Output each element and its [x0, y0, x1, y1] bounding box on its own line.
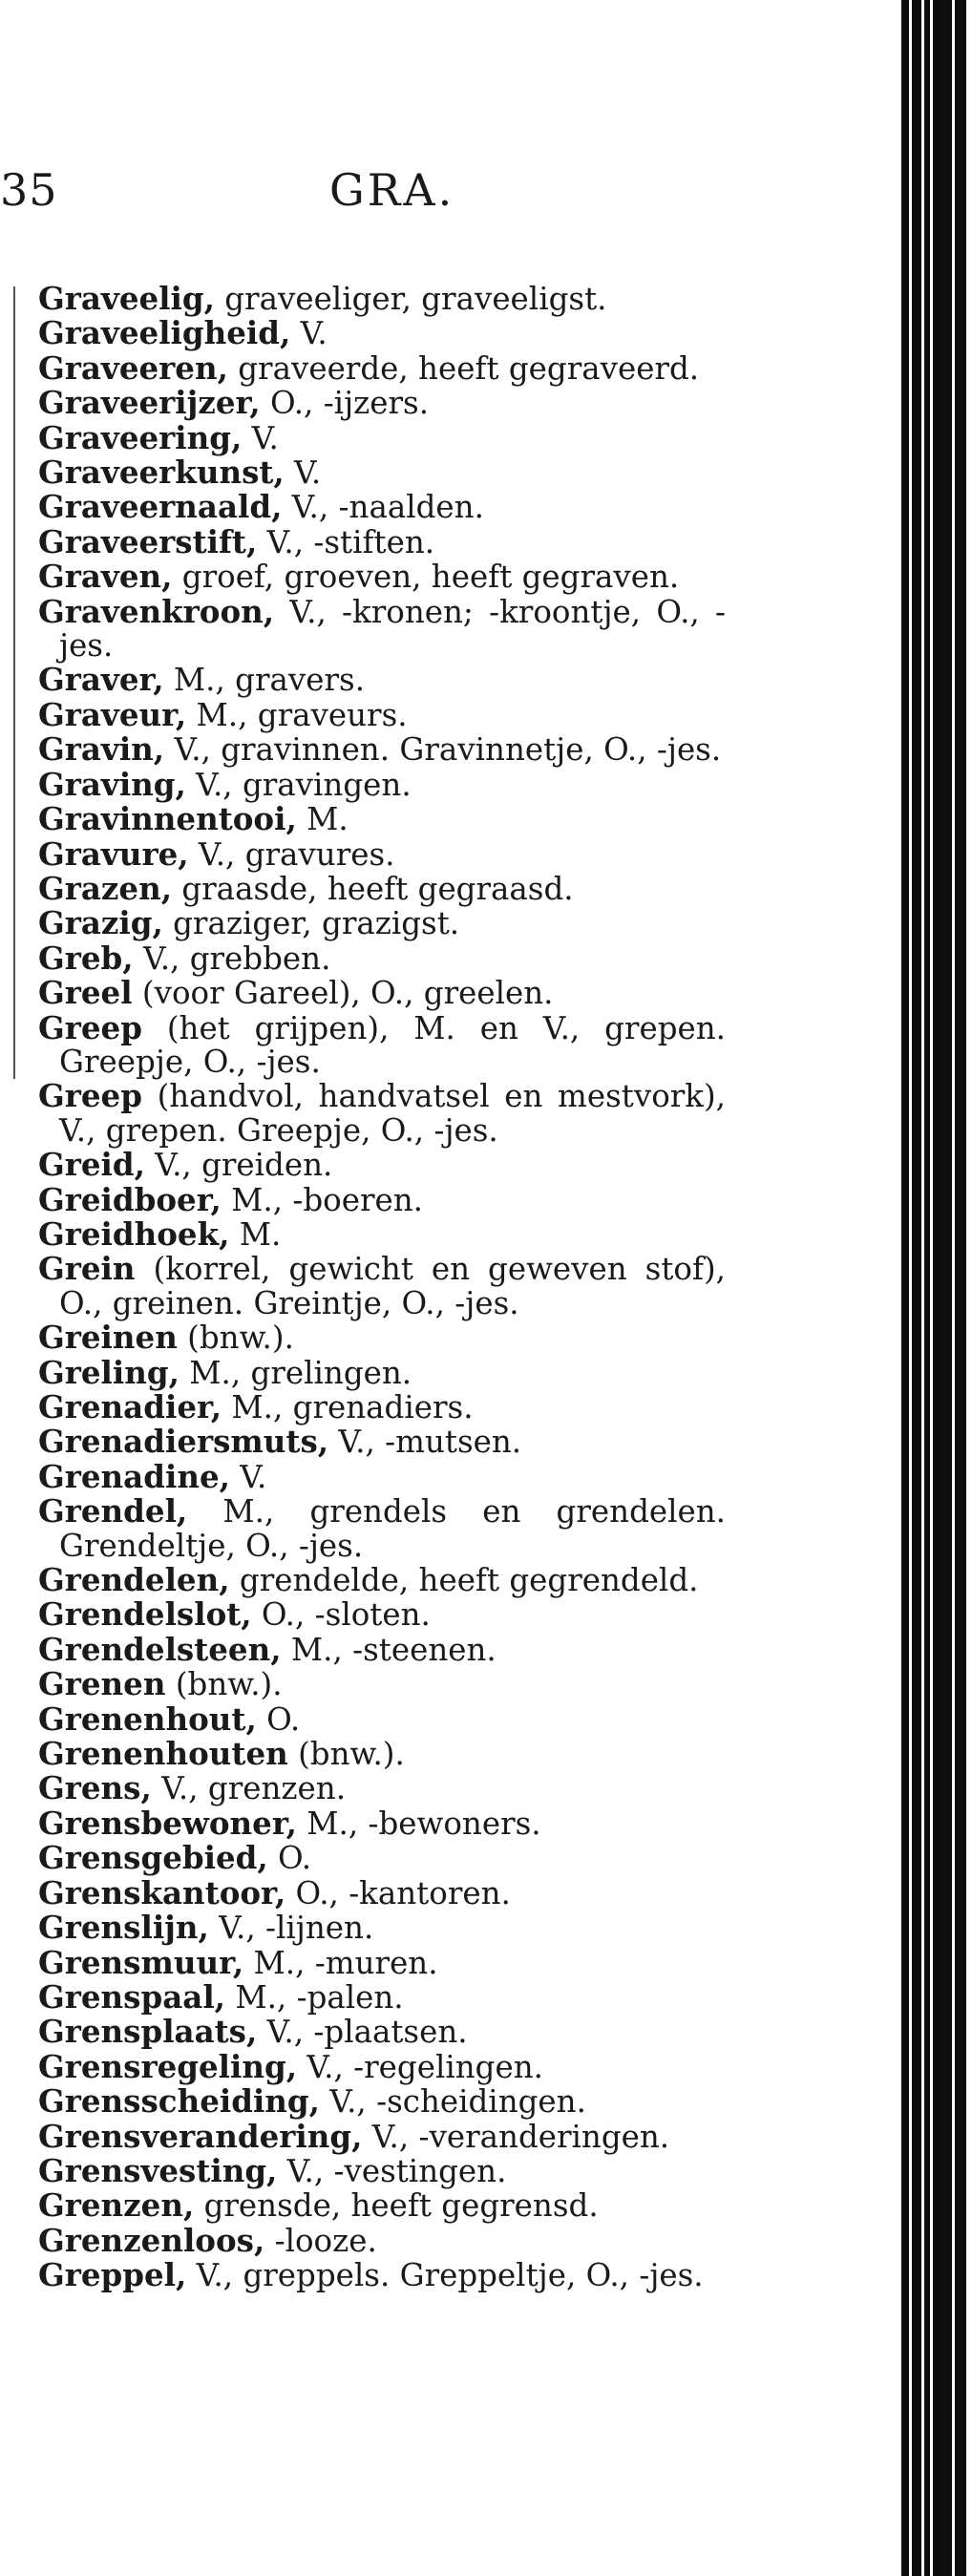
entry-headword: Grenenhouten	[38, 1735, 288, 1773]
entry-definition: O.	[256, 1700, 301, 1738]
entry-definition: V., gravures.	[188, 835, 395, 873]
entry-headword: Grenzen,	[38, 2186, 195, 2225]
dictionary-entries	[38, 282, 726, 2293]
dictionary-entry	[38, 522, 726, 560]
dictionary-entry	[38, 663, 726, 697]
dictionary-entry	[38, 1353, 726, 1391]
dictionary-entry	[38, 386, 726, 420]
dictionary-entry	[38, 2047, 726, 2085]
entry-headword: Grenenhout,	[38, 1700, 257, 1738]
entry-headword: Graving,	[38, 765, 186, 803]
dictionary-entry	[38, 1841, 726, 1875]
entry-definition: O.	[267, 1840, 312, 1877]
entry-headword: Greid,	[38, 1146, 145, 1184]
dictionary-entry	[38, 316, 726, 350]
margin-rule	[13, 286, 15, 1079]
dictionary-entry	[38, 1079, 726, 1148]
binding-bar	[901, 0, 909, 2576]
dictionary-entry	[38, 1214, 726, 1253]
entry-definition: V., greppels. Greppeltje, O., -jes.	[186, 2257, 704, 2294]
entry-definition: V., -kronen; -kroontje, O., -jes.	[59, 593, 726, 665]
entry-headword: Gravin,	[38, 730, 165, 769]
entry-definition: (handvol, handvatsel en mestvork), V., grepen. Greepje, O., -jes.	[59, 1078, 726, 1149]
entry-definition: (voor Gareel), O., greelen.	[132, 975, 554, 1012]
entry-definition: V., -stiften.	[257, 523, 435, 560]
entry-definition: M., -muren.	[243, 1944, 438, 1981]
dictionary-entry	[38, 2188, 726, 2223]
dictionary-entry	[38, 2015, 726, 2049]
entry-headword: Grein	[38, 1250, 136, 1288]
dictionary-entry	[38, 1425, 726, 1459]
entry-headword: Grendelsteen,	[38, 1630, 282, 1668]
dictionary-entry	[38, 1320, 726, 1355]
entry-headword: Grenzenloos,	[38, 2221, 265, 2259]
dictionary-entry	[38, 976, 726, 1010]
dictionary-entry	[38, 1008, 726, 1080]
entry-headword: Graven,	[38, 558, 173, 596]
entry-headword: Grendelen,	[38, 1561, 230, 1599]
entry-definition: V., gravinnen. Gravinnetje, O., -jes.	[164, 731, 722, 769]
entry-headword: Greinen	[38, 1319, 178, 1357]
entry-headword: Grenadier,	[38, 1388, 222, 1425]
entry-definition: M.	[296, 801, 349, 838]
entry-definition: (bnw.).	[287, 1736, 405, 1773]
dictionary-entry	[38, 1457, 726, 1495]
dictionary-entry	[38, 560, 726, 594]
dictionary-entry	[38, 1252, 726, 1320]
dictionary-entry	[38, 2221, 726, 2259]
entry-headword: Greep	[38, 1008, 142, 1046]
entry-headword: Grenadiersmuts,	[38, 1423, 329, 1461]
dictionary-entry	[38, 1667, 726, 1701]
entry-headword: Graveeligheid,	[38, 314, 291, 352]
dictionary-entry	[38, 1873, 726, 1911]
entry-definition: graveerde, heeft gegraveerd.	[227, 349, 700, 387]
entry-headword: Greidboer,	[38, 1180, 222, 1218]
entry-definition: V.	[229, 1458, 267, 1495]
entry-definition: M., -palen.	[224, 1978, 404, 2016]
entry-definition: V., -mutsen.	[328, 1424, 522, 1461]
entry-definition: M., gravers.	[163, 662, 366, 699]
page-number: 35	[0, 164, 58, 216]
entry-definition: V., -lijnen.	[208, 1910, 374, 1947]
dictionary-entry	[38, 2084, 726, 2119]
entry-headword: Grensgebied,	[38, 1839, 268, 1877]
entry-headword: Grensverandering,	[38, 2117, 363, 2155]
dictionary-entry	[38, 1806, 726, 1841]
entry-definition: M.	[229, 1215, 282, 1253]
entry-headword: Grens,	[38, 1769, 152, 1807]
entry-headword: Grenslijn,	[38, 1909, 209, 1947]
dictionary-entry	[38, 1977, 726, 2016]
dictionary-entry	[38, 592, 726, 665]
entry-definition: V., -scheidingen.	[319, 2083, 586, 2121]
entry-headword: Greidhoek,	[38, 1214, 230, 1253]
running-head: GRA.	[329, 164, 455, 216]
dictionary-entry	[38, 1911, 726, 1945]
dictionary-entry	[38, 282, 726, 316]
entry-definition: O., -ijzers.	[260, 385, 430, 422]
entry-headword: Graver,	[38, 661, 164, 699]
entry-headword: Grenspaal,	[38, 1977, 225, 2016]
dictionary-entry	[38, 906, 726, 940]
entry-headword: Graveerijzer,	[38, 384, 261, 422]
dictionary-entry	[38, 490, 726, 524]
entry-headword: Graveerkunst,	[38, 454, 285, 492]
entry-headword: Gravinnentooi,	[38, 800, 297, 838]
dictionary-entry	[38, 1943, 726, 1981]
entry-definition: M., grenadiers.	[222, 1389, 474, 1425]
entry-headword: Graveeren,	[38, 348, 228, 387]
entry-headword: Greep	[38, 1077, 142, 1115]
entry-definition: O., -kantoren.	[285, 1874, 511, 1911]
entry-headword: Grensmuur,	[38, 1943, 244, 1981]
entry-definition: M., graveurs.	[186, 696, 408, 733]
entry-definition: V., -naalden.	[282, 489, 484, 526]
dictionary-entry	[38, 869, 726, 907]
dictionary-entry	[38, 418, 726, 456]
entry-headword: Grazen,	[38, 869, 173, 907]
entry-headword: Gravure,	[38, 834, 189, 873]
entry-headword: Greling,	[38, 1353, 180, 1391]
dictionary-entry	[38, 1630, 726, 1668]
entry-headword: Grazig,	[38, 904, 163, 942]
binding-edge	[888, 0, 972, 2576]
entry-headword: Grendelslot,	[38, 1595, 252, 1634]
entry-definition: V., grenzen.	[151, 1770, 347, 1807]
entry-definition: graveeliger, graveeligst.	[214, 281, 607, 317]
entry-headword: Graveelig,	[38, 280, 215, 317]
dictionary-entry	[38, 1737, 726, 1771]
entry-definition: M., grendels en grendelen. Grendeltje, O., -jes.	[59, 1493, 726, 1564]
binding-bar	[924, 0, 930, 2576]
dictionary-entry	[38, 834, 726, 873]
entry-definition: grendelde, heeft gegrendeld.	[229, 1562, 699, 1599]
dictionary-entry	[38, 2151, 726, 2189]
entry-definition: M., grelingen.	[179, 1354, 412, 1391]
entry-headword: Greb,	[38, 939, 134, 977]
entry-definition: grensde, heeft gegrensd.	[194, 2187, 599, 2225]
dictionary-entry	[38, 1597, 726, 1632]
dictionary-entry	[38, 1390, 726, 1425]
entry-headword: Gravenkroon,	[38, 592, 275, 630]
dictionary-entry	[38, 1180, 726, 1218]
dictionary-entry	[38, 348, 726, 387]
entry-definition: V., greiden.	[144, 1147, 333, 1184]
entry-definition: O., -sloten.	[251, 1596, 431, 1634]
entry-headword: Graveur,	[38, 695, 187, 733]
entry-headword: Grensscheiding,	[38, 2082, 320, 2121]
entry-definition: M., -bewoners.	[296, 1805, 541, 1842]
dictionary-entry	[38, 1148, 726, 1182]
entry-headword: Grenadine,	[38, 1457, 230, 1495]
entry-definition: M., -boeren.	[221, 1181, 423, 1218]
entry-headword: Grendel,	[38, 1492, 188, 1531]
entry-definition: V., -plaatsen.	[257, 2014, 468, 2051]
dictionary-entry	[38, 1494, 726, 1563]
entry-definition: V.	[242, 419, 279, 456]
dictionary-entry	[38, 695, 726, 733]
entry-headword: Grenskantoor,	[38, 1873, 286, 1911]
dictionary-entry	[38, 941, 726, 976]
entry-definition: V.	[290, 315, 328, 352]
entry-definition: (bnw.).	[177, 1320, 294, 1357]
entry-definition: V., gravingen.	[185, 766, 412, 803]
binding-bar	[955, 0, 966, 2576]
entry-headword: Grensregeling,	[38, 2047, 298, 2085]
dictionary-entry	[38, 2258, 726, 2292]
entry-definition: graasde, heeft gegraasd.	[172, 870, 574, 907]
entry-headword: Grensvesting,	[38, 2151, 278, 2189]
entry-definition: (het grijpen), M. en V., grepen. Greepje, O., -jes.	[59, 1009, 726, 1080]
dictionary-entry	[38, 1702, 726, 1737]
dictionary-entry	[38, 802, 726, 836]
entry-definition: (korrel, gewicht en geweven stof), O., greinen. Greintje, O., -jes.	[59, 1251, 726, 1321]
entry-definition: -looze.	[264, 2222, 377, 2259]
entry-headword: Grensbewoner,	[38, 1804, 297, 1842]
entry-definition: (bnw.).	[165, 1666, 283, 1703]
dictionary-entry	[38, 732, 726, 767]
dictionary-entry	[38, 455, 726, 490]
entry-definition: graziger, grazigst.	[162, 905, 460, 942]
entry-headword: Grenen	[38, 1665, 166, 1703]
dictionary-entry	[38, 1771, 726, 1805]
entry-definition: M., -steenen.	[281, 1631, 497, 1668]
dictionary-entry	[38, 1563, 726, 1597]
entry-headword: Greppel,	[38, 2256, 187, 2294]
entry-definition: V.	[284, 454, 322, 492]
binding-bar	[933, 0, 952, 2576]
entry-definition: V., grebben.	[133, 940, 331, 977]
entry-definition: groef, groeven, heeft gegraven.	[172, 559, 680, 596]
entry-headword: Graveering,	[38, 418, 243, 456]
entry-headword: Graveernaald,	[38, 488, 283, 526]
dictionary-entry	[38, 2117, 726, 2155]
entry-definition: V., -veranderingen.	[362, 2118, 670, 2155]
entry-headword: Greel	[38, 974, 133, 1012]
entry-headword: Graveerstift,	[38, 522, 258, 560]
binding-bar	[912, 0, 921, 2576]
entry-headword: Grensplaats,	[38, 2013, 258, 2051]
entry-definition: V., -regelingen.	[297, 2048, 543, 2085]
dictionary-entry	[38, 765, 726, 803]
entry-definition: V., -vestingen.	[277, 2152, 507, 2189]
